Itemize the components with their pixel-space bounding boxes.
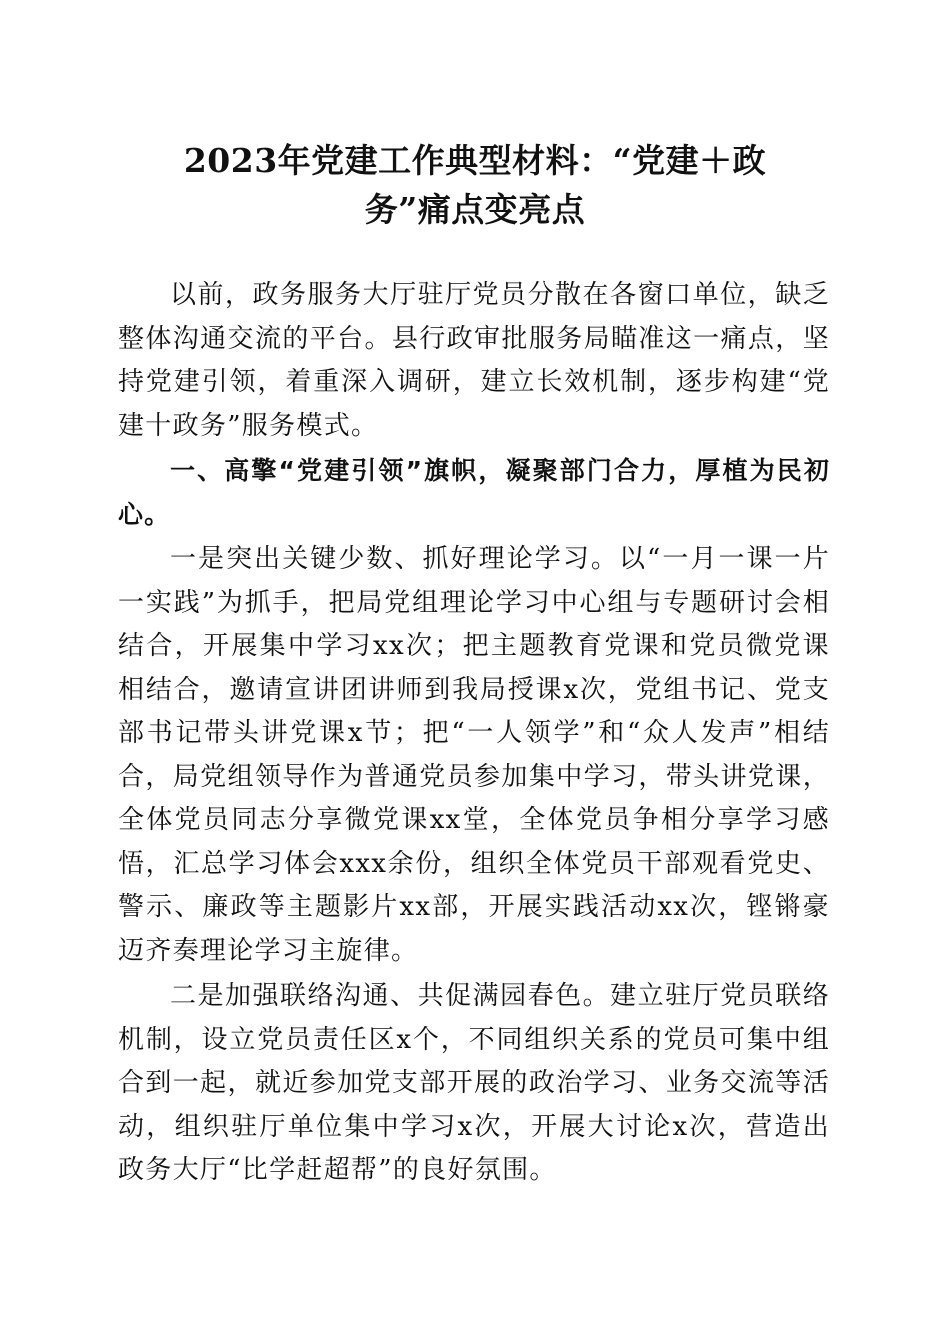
body-paragraph-1: 一是突出关键少数、抓好理论学习。以“一月一课一片一实践”为抓手，把局党组理论学习中心组与专题研讨会相结合，开展集中学习xx次；把主题教育党课和党员微党课相结合，邀请宣讲团讲师到我局授课x次，党组书记、党支部书记带头讲党课x节；把“一人领学”和“众人发声”相结合，局党组领导作为普通党员参加集中学习，带头讲党课，全体党员同志分享微党课xx堂，全体党员争相分享学习感悟，汇总学习体会xxx余份，组织全体党员干部观看党史、警示、廉政等主题影片xx部，开展实践活动xx次，铿锵豪迈齐奏理论学习主旋律。 — [118, 544, 830, 966]
document-body — [118, 274, 830, 1193]
section-heading-1: 一、高擎“党建引领”旗帜，凝聚部门合力，厚植为民初心。 — [118, 456, 830, 529]
title-line-1: 2023年党建工作典型材料：“党建＋政 — [183, 141, 767, 180]
body-paragraph-2: 二是加强联络沟通、共促满园春色。建立驻厅党员联络机制，设立党员责任区x个，不同组织关系的党员可集中组合到一起，就近参加党支部开展的政治学习、业务交流等活动，组织驻厅单位集中学习x次，开展大讨论x次，营造出政务大厅“比学赶超帮”的良好氛围。 — [118, 981, 830, 1185]
title-line-2: 务”痛点变亮点 — [364, 190, 586, 229]
intro-paragraph: 以前，政务服务大厅驻厅党员分散在各窗口单位，缺乏整体沟通交流的平台。县行政审批服务局瞄准这一痛点，坚持党建引领，着重深入调研，建立长效机制，逐步构建“党建十政务”服务模式。 — [118, 280, 830, 441]
document-title — [140, 136, 810, 234]
